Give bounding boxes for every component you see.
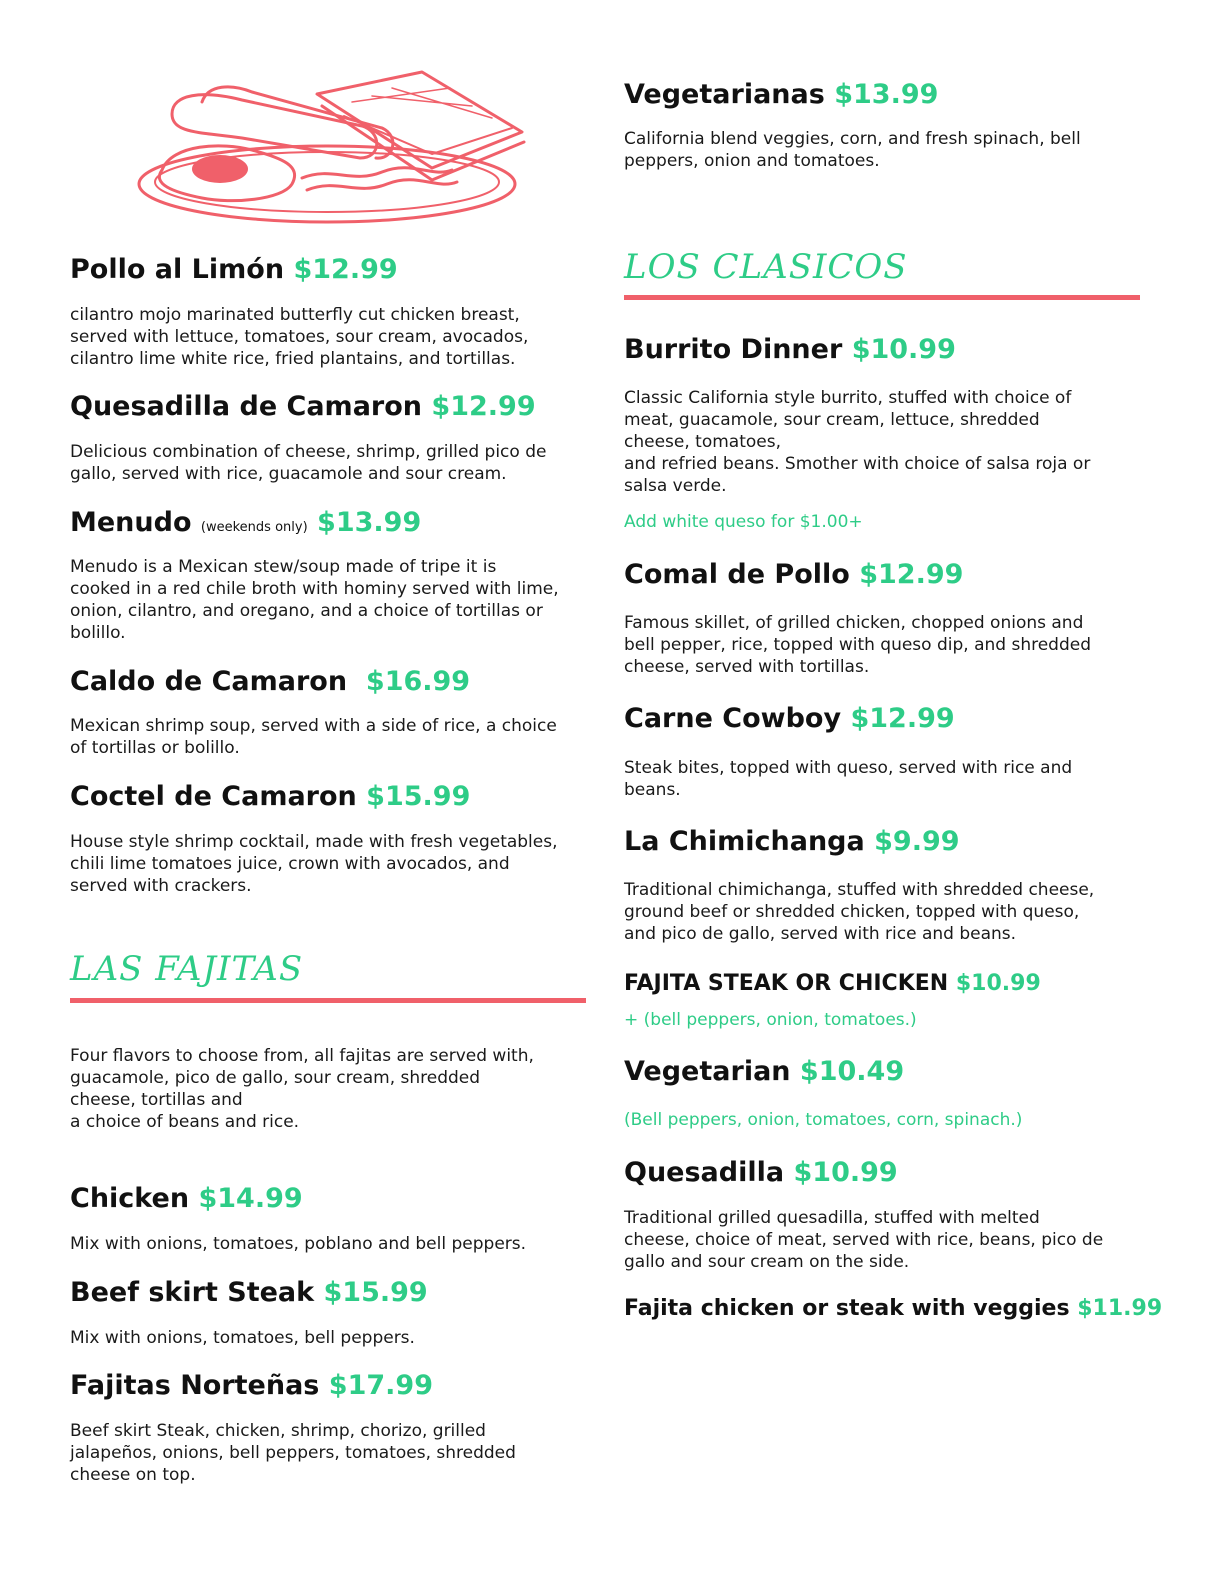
menu-item-title: Coctel de Camaron $15.99 xyxy=(70,781,471,812)
section-heading-fajitas: LAS FAJITAS xyxy=(70,949,304,989)
section-intro: Four flavors to choose from, all fajitas are served with, guacamole, pico de gallo, sour cream, shredded cheese, tortillas and a choice of beans and rice. xyxy=(70,1046,534,1132)
price: $9.99 xyxy=(874,826,960,857)
price: $10.99 xyxy=(851,334,956,365)
menu-item-description: House style shrimp cocktail, made with fresh vegetables, chili lime tomatoes juice, crown with avocados, and served with crackers. xyxy=(70,832,558,896)
price: $12.99 xyxy=(293,254,398,285)
menu-item-title: Beef skirt Steak $15.99 xyxy=(70,1277,428,1308)
price: $12.99 xyxy=(431,391,536,422)
menu-item-addon: (Bell peppers, onion, tomatoes, corn, spinach.) xyxy=(624,1110,1023,1130)
menu-item-description: Mexican shrimp soup, served with a side of rice, a choice of tortillas or bolillo. xyxy=(70,716,557,758)
menu-item-title: La Chimichanga $9.99 xyxy=(624,826,960,857)
menu-item-note: (weekends only) xyxy=(200,520,308,535)
menu-item-title: Pollo al Limón $12.99 xyxy=(70,254,398,285)
menu-item-description: cilantro mojo marinated butterfly cut chicken breast, served with lettuce, tomatoes, sour cream, avocados, cilantro lime white rice, fried plantains, and tortillas. xyxy=(70,305,529,369)
menu-item-title: Comal de Pollo $12.99 xyxy=(624,559,964,590)
price: $13.99 xyxy=(317,507,422,538)
breakfast-plate-illustration xyxy=(132,66,532,226)
price: $15.99 xyxy=(366,781,471,812)
price: $10.49 xyxy=(799,1056,905,1087)
price: $10.99 xyxy=(793,1157,898,1188)
section-divider xyxy=(70,998,586,1003)
menu-item-description: Classic California style burrito, stuffed with choice of meat, guacamole, sour cream, lettuce, shredded cheese, tomatoes, and refried beans. Smother with choice of salsa roja or salsa verde. xyxy=(624,388,1091,496)
price: $16.99 xyxy=(365,666,471,697)
menu-item-description: California blend veggies, corn, and fresh spinach, bell peppers, onion and tomatoes. xyxy=(624,129,1081,171)
menu-item-description: Steak bites, topped with queso, served with rice and beans. xyxy=(624,758,1073,800)
menu-item-description: Mix with onions, tomatoes, bell peppers. xyxy=(70,1328,415,1348)
price: $10.99 xyxy=(955,971,1041,996)
menu-item-title: Carne Cowboy $12.99 xyxy=(624,703,955,734)
menu-item-description: Traditional chimichanga, stuffed with shredded cheese, ground beef or shredded chicken, topped with queso, and pico de gallo, served with rice and beans. xyxy=(624,880,1095,944)
price: $17.99 xyxy=(328,1370,433,1401)
menu-item-description: Mix with onions, tomatoes, poblano and bell peppers. xyxy=(70,1234,527,1254)
menu-item-title: Vegetarian $10.49 xyxy=(624,1056,905,1087)
menu-item-title: Fajita chicken or steak with veggies $11.99 xyxy=(624,1296,1163,1321)
menu-item-description: Menudo is a Mexican stew/soup made of tripe it is cooked in a red chile broth with hominy served with lime, onion, cilantro, and oregano, and a choice of tortillas or bolillo. xyxy=(70,557,559,643)
section-heading-clasicos: LOS CLASICOS xyxy=(624,247,908,287)
menu-item-title: Burrito Dinner $10.99 xyxy=(624,334,956,365)
menu-item-description: Beef skirt Steak, chicken, shrimp, chorizo, grilled jalapeños, onions, bell peppers, tomatoes, shredded cheese on top. xyxy=(70,1421,516,1485)
price: $12.99 xyxy=(850,703,955,734)
menu-item-description: Traditional grilled quesadilla, stuffed with melted cheese, choice of meat, served with rice, beans, pico de gallo and sour cream on the side. xyxy=(624,1208,1104,1272)
price: $11.99 xyxy=(1077,1296,1163,1321)
menu-item-title: Vegetarianas $13.99 xyxy=(624,79,939,110)
menu-item-title: Caldo de Camaron $16.99 xyxy=(70,666,471,697)
menu-item-title: Quesadilla de Camaron $12.99 xyxy=(70,391,536,422)
menu-item-title: FAJITA STEAK OR CHICKEN $10.99 xyxy=(624,971,1041,996)
menu-item-title: Menudo (weekends only) $13.99 xyxy=(70,507,422,538)
price: $12.99 xyxy=(859,559,964,590)
price: $14.99 xyxy=(198,1183,303,1214)
price: $15.99 xyxy=(323,1277,428,1308)
menu-item-title: Quesadilla $10.99 xyxy=(624,1157,898,1188)
menu-item-description: Delicious combination of cheese, shrimp, grilled pico de gallo, served with rice, guacamole and sour cream. xyxy=(70,442,547,484)
section-divider xyxy=(624,295,1140,300)
price: $13.99 xyxy=(834,79,939,110)
menu-item-addon: + (bell peppers, onion, tomatoes.) xyxy=(624,1010,917,1030)
menu-item-description: Famous skillet, of grilled chicken, chopped onions and bell pepper, rice, topped with queso dip, and shredded cheese, served with tortillas. xyxy=(624,613,1092,677)
menu-item-addon: Add white queso for $1.00+ xyxy=(624,512,863,532)
menu-item-title: Chicken $14.99 xyxy=(70,1183,303,1214)
breakfast-plate-icon xyxy=(132,66,532,226)
menu-item-title: Fajitas Norteñas $17.99 xyxy=(70,1370,433,1401)
